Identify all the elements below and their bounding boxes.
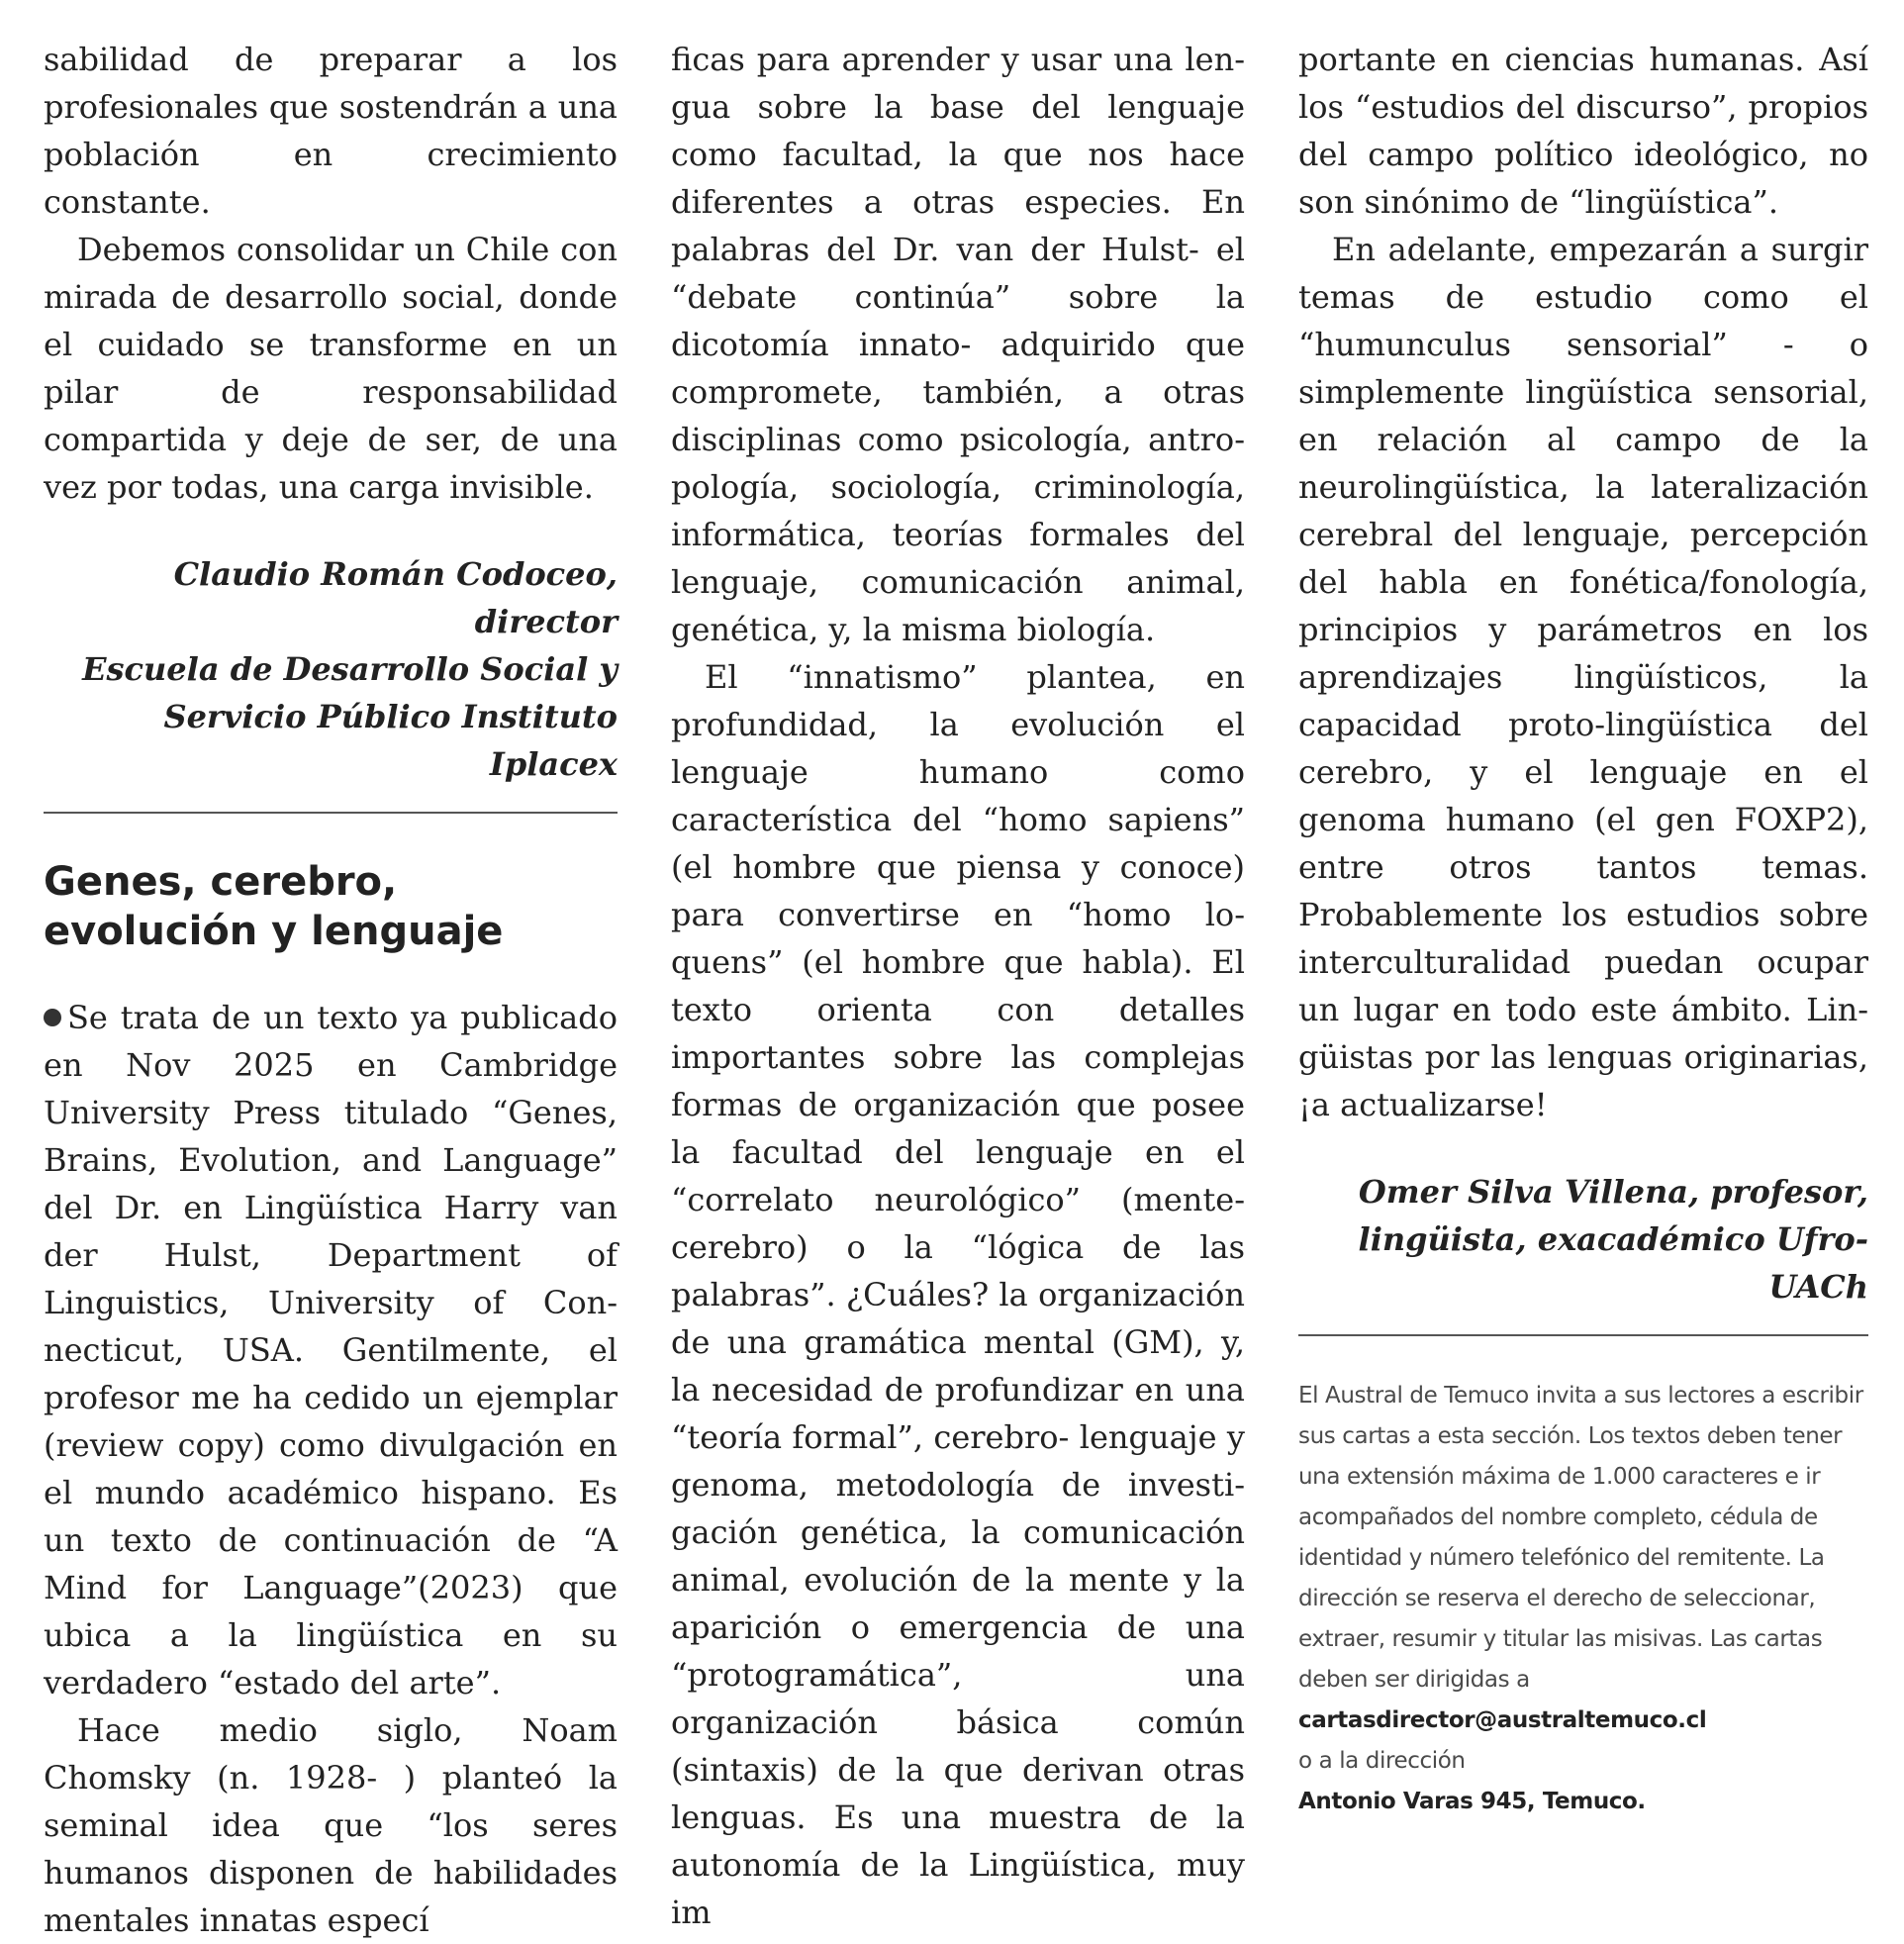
column-3 [1298,36,1868,1822]
notice-text: El Austral de Temuco invita a sus lectores a escribir sus cartas a esta sección. Los textos deben tener una extensión máxima de 1.000 caracteres e ir acompañados del nombre completo, cédula de identidad y número telefónico del remitente. La dirección se reserva el derecho de seleccionar, extraer, resumir y titular las misivas. Las cartas deben ser dirigidas a [1298,1383,1863,1693]
signature-2 [1298,1168,1868,1311]
bullet-icon [44,1009,61,1026]
paragraph: portante en ciencias humanas. Así los “estudios del discurso”, propios del campo político ideológico, no son sinónimo de “lingüística”. [1298,41,1868,221]
paragraph: sabilidad de preparar a los profesionales que sostendrán a una población en crecimiento constante. [44,41,618,221]
notice-address: Antonio Varas 945, Temuco. [1298,1789,1646,1814]
divider [1298,1334,1868,1336]
paragraph: En adelante, empezarán a surgir temas de estudio como el “humunculus sensorial” - o simplemente lingüística sensorial, en relación al campo de la neurolingüística, la lateralización cerebral del lenguaje, percepción del habla en fonética/fonología, principios y parámetros en los aprendizajes lingüísticos, la capacidad proto-lingüística del cerebro, y el lenguaje en el genoma humano (el gen FOXP2), entre otros tantos temas. Probablemente los estudios sobre interculturalidad puedan ocupar un lugar en todo este ámbito. Lingüistas por las lenguas originarias, ¡a actualizarse! [1298,231,1868,1123]
paragraph-lead [44,994,618,1706]
signature-1 [44,550,618,788]
notice-or: o a la dirección [1298,1748,1466,1774]
paragraph: Hace medio siglo, Noam Chomsky (n. 1928- ) planteó la seminal idea que “los seres humanos disponen de habilidades mentales innatas especí [44,1711,618,1939]
letters-notice [1298,1376,1868,1822]
article-headline: Genes, cerebro, evolución y lenguaje [44,859,504,954]
signature-line: Omer Silva Villena, profesor, [1358,1173,1868,1211]
paragraph: ficas para aprender y usar una lengua sobre la base del lenguaje como facultad, la que nos hace diferentes a otras especies. En palabras del Dr. van der Hulst- el “debate continúa” sobre la dicotomía innato- adquirido que compromete, también, a otras disciplinas como psicología, antropología, sociología, criminología, informática, teorías formales del lenguaje, comunicación animal, genética, y, la misma biología. [671,41,1245,648]
paragraph: El “innatismo” plantea, en profundidad, la evolución el lenguaje humano como característica del “homo sapiens” (el hombre que piensa y conoce) para convertirse en “homo loquens” (el hombre que habla). El texto orienta con detalles importantes sobre las complejas formas de organización que posee la facultad del lenguaje en el “correlato neurológico” (mente-cerebro) o la “lógica de las palabras”. ¿Cuáles? la organización de una gramática mental (GM), y, la necesidad de profundizar en una “teoría formal”, cerebro- lenguaje y genoma, metodología de investigación genética, la comunicación animal, evolución de la mente y la aparición o emergencia de una “protogramática”, una organización básica común (sintaxis) de la que derivan otras lenguas. Es una muestra de la autonomía de la Lingüística, muy im [671,658,1245,1931]
paragraph-text: Se trata de un texto ya publicado en Nov 2025 en Cambridge University Press titulado “Genes, Brains, Evolution, and Language” del Dr. en Lingüística Harry van der Hulst, Department of Linguistics, University of Connecticut, USA. Gentilmente, el profesor me ha cedido un ejemplar (review copy) como divulgación en el mundo académico hispano. Es un texto de continuación de “A Mind for Language”(2023) que ubica a la lingüística en su verdadero “estado del arte”. [44,999,618,1701]
signature-line: Servicio Público Instituto Iplacex [163,698,618,783]
signature-line: lingüista, exacadémico Ufro-UACh [1358,1220,1868,1306]
signature-line: Escuela de Desarrollo Social y [82,650,618,688]
column-2 [671,36,1245,1936]
column-1 [44,36,618,1944]
divider [44,812,618,814]
paragraph: Debemos consolidar un Chile con mirada de desarrollo social, donde el cuidado se transforme en un pilar de responsabilidad compartida y deje de ser, de una vez por todas, una carga invisible. [44,231,618,506]
signature-line: Claudio Román Codoceo, director [173,555,618,640]
notice-email[interactable]: cartasdirector@australtemuco.cl [1298,1707,1707,1733]
